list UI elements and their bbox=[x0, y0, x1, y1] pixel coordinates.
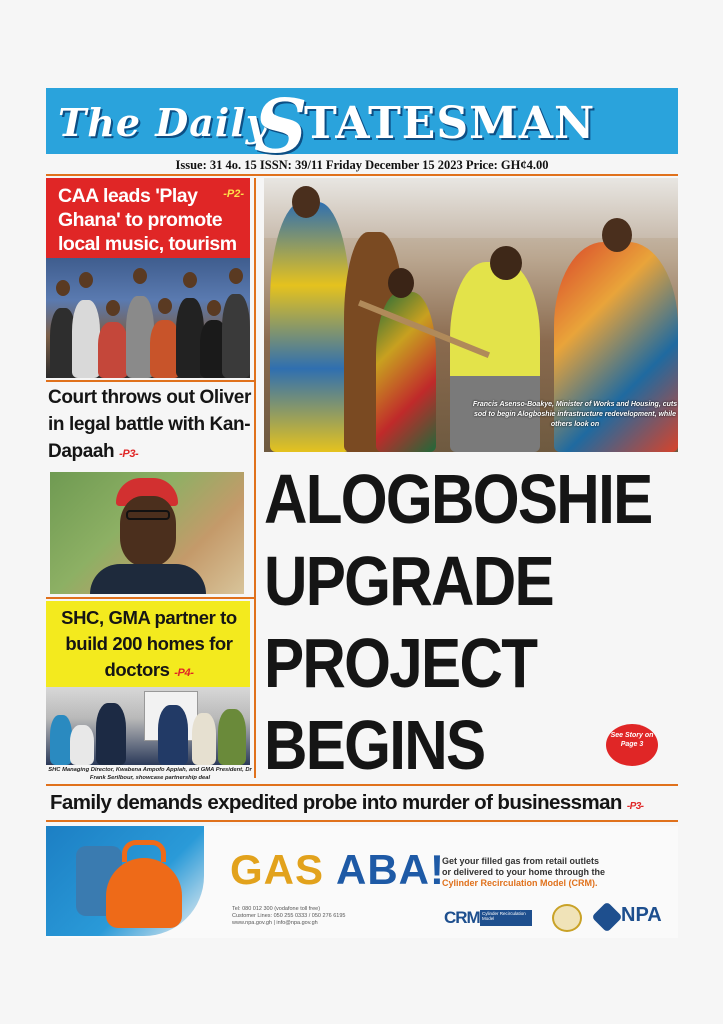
masthead-the-daily: The Daily bbox=[58, 100, 269, 145]
caa-group-photo bbox=[46, 258, 250, 378]
advert-gas-word: GAS bbox=[230, 846, 325, 893]
advert-tagline-1: Get your filled gas from retail outlets bbox=[442, 856, 600, 866]
caa-story-header[interactable] bbox=[46, 178, 250, 258]
advert-contact-line-1: Tel: 080 012 300 (vodafone toll free) bbox=[232, 906, 321, 912]
court-story-photo bbox=[50, 472, 244, 594]
advert-tagline bbox=[442, 856, 605, 889]
headline-line-3: PROJECT bbox=[264, 624, 537, 702]
advert-tagline-2: or delivered to your home through the bbox=[442, 867, 606, 877]
masthead-statesman: TATESMAN bbox=[304, 98, 596, 149]
column-divider bbox=[254, 178, 256, 778]
advert-contact bbox=[232, 906, 345, 927]
caa-story-page: -P2- bbox=[223, 188, 244, 200]
left-divider-2 bbox=[46, 597, 254, 599]
npa-logo-text: NPA bbox=[621, 904, 662, 926]
top-divider bbox=[46, 174, 678, 176]
gas-aba-advert[interactable] bbox=[46, 826, 678, 938]
bottom-story-title-text: Family demands expedited probe into murder of businessman bbox=[50, 791, 622, 814]
bottom-story-page: -P3- bbox=[626, 801, 644, 812]
shc-photo-caption: SHC Managing Director, Kwabena Ampofo Appiah, and GMA President, Dr Frank Serilbour, showcase partnership deal bbox=[48, 767, 252, 781]
see-story-badge[interactable]: See Story on Page 3 bbox=[606, 724, 658, 766]
court-story-title[interactable] bbox=[48, 384, 254, 468]
crm-logo-text: CRM bbox=[444, 908, 480, 927]
advert-divider bbox=[46, 820, 678, 822]
advert-tagline-3: Cylinder Recirculation Model (CRM). bbox=[442, 878, 598, 888]
advert-contact-line-2: Customer Lines: 050 255 0333 / 050 276 6195 bbox=[232, 913, 346, 919]
crm-logo-subtext: Cylinder Recirculation Model bbox=[480, 910, 532, 926]
shc-story-header[interactable] bbox=[46, 601, 250, 687]
npa-logo-icon bbox=[591, 901, 622, 932]
court-story-page: -P3- bbox=[119, 448, 139, 460]
main-photo-caption: Francis Asenso-Boakye, Minister of Works and Housing, cuts sod to begin Alogboshie infrastructure redevelopment, while others look on bbox=[472, 401, 678, 428]
shc-story-title-text: SHC, GMA partner to build 200 homes for doctors bbox=[61, 607, 237, 680]
court-story-title-text: Court throws out Oliver in legal battle with Kan-Dapaah bbox=[48, 387, 251, 462]
caa-story-title: CAA leads 'Play Ghana' to promote local music, tourism bbox=[58, 185, 237, 255]
bottom-divider bbox=[46, 784, 678, 786]
headline-line-4: BEGINS bbox=[264, 706, 485, 784]
shc-gma-photo bbox=[46, 687, 250, 765]
headline-line-1: ALOGBOSHIE bbox=[264, 460, 652, 538]
left-divider-1 bbox=[46, 380, 254, 382]
shc-story-title bbox=[48, 605, 250, 686]
issue-line: Issue: 31 4o. 15 ISSN: 39/11 Friday December 15 2023 Price: GH¢4.00 bbox=[175, 158, 549, 172]
advert-contact-line-3: www.npa.gov.gh | info@npa.gov.gh bbox=[232, 920, 318, 926]
advert-aba-word: ABA! bbox=[336, 846, 445, 893]
gas-cylinder-image bbox=[46, 826, 204, 936]
masthead-s-letter: S bbox=[254, 84, 308, 170]
crm-logo bbox=[444, 908, 534, 928]
headline-line-2: UPGRADE bbox=[264, 542, 554, 620]
ghana-coat-of-arms-icon bbox=[552, 904, 582, 932]
shc-story-page: -P4- bbox=[174, 667, 194, 679]
bottom-story-title[interactable] bbox=[50, 790, 680, 820]
